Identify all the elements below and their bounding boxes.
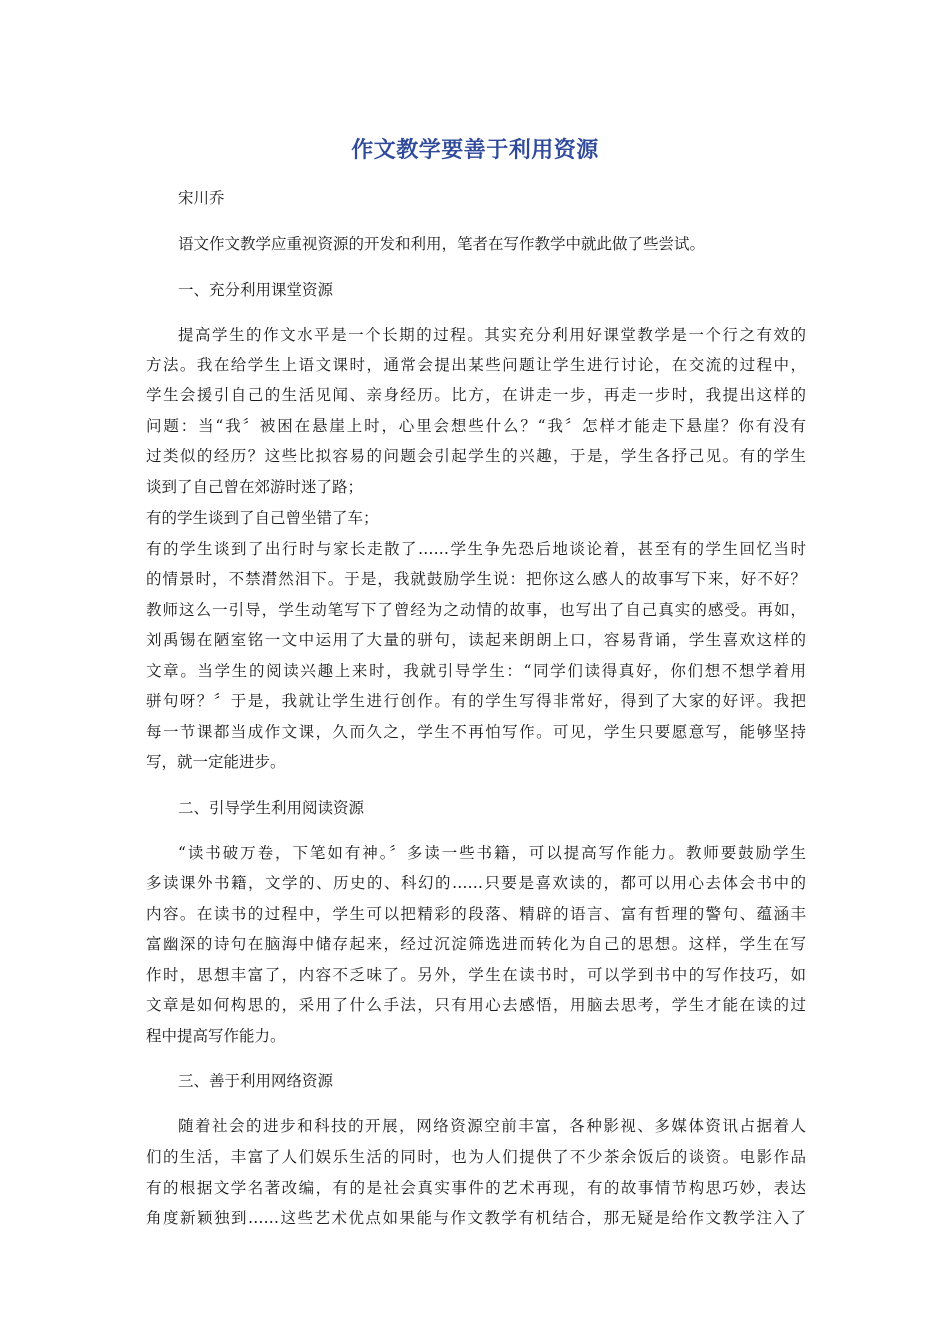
paragraph-line: 们的生活，丰富了人们娱乐生活的同时，也为人们提供了不少茶余饭后的谈资。电影作品: [146, 1148, 806, 1166]
paragraph-line: 文章。当学生的阅读兴趣上来时，我就引导学生：“同学们读得真好，你们想不想学着用: [146, 662, 806, 680]
document-title: 作文教学要善于利用资源: [351, 138, 599, 163]
paragraph-line: 程中提高写作能力。: [146, 1027, 286, 1045]
paragraph-line: 有的根据文学名著改编，有的是社会真实事件的艺术再现，有的故事情节构思巧妙，表达: [146, 1179, 806, 1197]
paragraph-line: 作时，思想丰富了，内容不乏味了。另外，学生在读书时，可以学到书中的写作技巧，如: [146, 966, 806, 984]
paragraph-line: 谈到了自己曾在郊游时迷了路；: [146, 478, 364, 496]
section-heading: 一、充分利用课堂资源: [178, 281, 334, 299]
paragraph-line: 有的学生谈到了出行时与家长走散了……学生争先恐后地谈论着，甚至有的学生回忆当时: [146, 540, 806, 558]
section-heading: 三、善于利用网络资源: [178, 1072, 334, 1090]
paragraph-line: 刘禹锡在陋室铭一文中运用了大量的骈句，读起来朗朗上口，容易背诵，学生喜欢这样的: [146, 631, 806, 649]
paragraph-line: 内容。在读书的过程中，学生可以把精彩的段落、精辟的语言、富有哲理的警句、蕴涵丰: [146, 905, 806, 923]
paragraph-line: 有的学生谈到了自己曾坐错了车；: [146, 509, 379, 527]
paragraph-line: 骈句呀？〞于是，我就让学生进行创作。有的学生写得非常好，得到了大家的好评。我把: [146, 692, 806, 710]
section-heading: 二、引导学生利用阅读资源: [178, 799, 365, 817]
paragraph-line: 文章是如何构思的，采用了什么手法，只有用心去感悟，用脑去思考，学生才能在读的过: [146, 996, 806, 1014]
author-name: 宋川乔: [178, 189, 225, 207]
paragraph-line: 写，就一定能进步。: [146, 753, 286, 771]
paragraph-line: 教师这么一引导，学生动笔写下了曾经为之动情的故事，也写出了自己真实的感受。再如，: [146, 601, 806, 619]
paragraph-line: 过类似的经历？这些比拟容易的问题会引起学生的兴趣，于是，学生各抒己见。有的学生: [146, 447, 806, 465]
paragraph-line: “读书破万卷，下笔如有神。〞多读一些书籍，可以提高写作能力。教师要鼓励学生: [178, 844, 806, 862]
paragraph-line: 每一节课都当成作文课，久而久之，学生不再怕写作。可见，学生只要愿意写，能够坚持: [146, 723, 806, 741]
paragraph-line: 多读课外书籍，文学的、历史的、科幻的……只要是喜欢读的，都可以用心去体会书中的: [146, 874, 806, 892]
intro-paragraph: 语文作文教学应重视资源的开发和利用，笔者在写作教学中就此做了些尝试。: [178, 235, 706, 253]
paragraph-line: 方法。我在给学生上语文课时，通常会提出某些问题让学生进行讨论，在交流的过程中，: [146, 356, 806, 374]
paragraph-line: 角度新颖独到……这些艺术优点如果能与作文教学有机结合，那无疑是给作文教学注入了: [146, 1209, 806, 1227]
paragraph-line: 随着社会的进步和科技的开展，网络资源空前丰富，各种影视、多媒体资讯占据着人: [178, 1117, 806, 1135]
paragraph-line: 富幽深的诗句在脑海中储存起来，经过沉淀筛选进而转化为自己的思想。这样，学生在写: [146, 935, 806, 953]
paragraph-line: 学生会援引自己的生活见闻、亲身经历。比方，在讲走一步，再走一步时，我提出这样的: [146, 386, 806, 404]
paragraph-line: 问题：当“我〞被困在悬崖上时，心里会想些什么？“我〞怎样才能走下悬崖？你有没有: [146, 417, 806, 435]
paragraph-line: 的情景时，不禁潸然泪下。于是，我就鼓励学生说：把你这么感人的故事写下来，好不好？: [146, 570, 806, 588]
paragraph-line: 提高学生的作文水平是一个长期的过程。其实充分利用好课堂教学是一个行之有效的: [178, 326, 806, 344]
